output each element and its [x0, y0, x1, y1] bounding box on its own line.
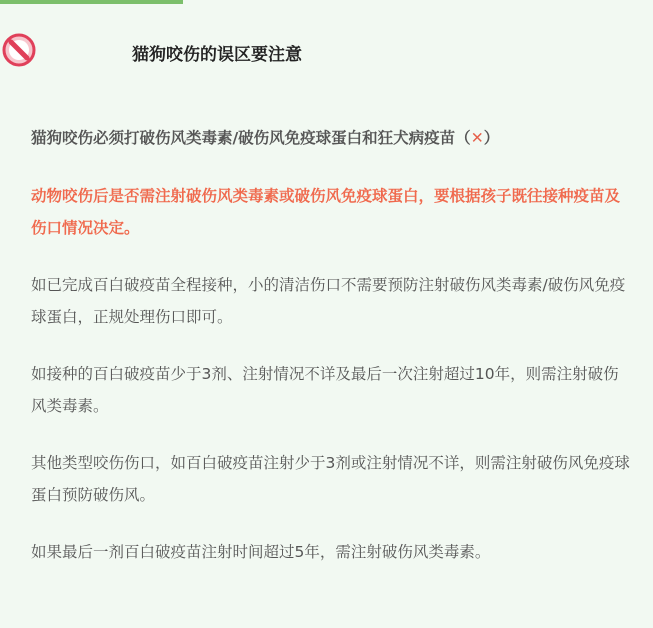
prohibition-icon — [2, 33, 36, 67]
paragraph-2: 如接种的百白破疫苗少于3剂、注射情况不详及最后一次注射超过10年，则需注射破伤风类毒素。 — [31, 365, 619, 415]
myth-text: 猫狗咬伤必须打破伤风类毒素/破伤风免疫球蛋白和狂犬病疫苗 — [31, 129, 456, 147]
paragraph-1: 如已完成百白破疫苗全程接种，小的清洁伤口不需要预防注射破伤风类毒素/破伤风免疫球蛋白，正规处理伤口即可。 — [31, 276, 626, 326]
top-accent-bar — [0, 0, 183, 4]
cross-icon: ✕ — [470, 129, 484, 147]
article-body — [31, 124, 631, 568]
section-header — [2, 33, 642, 69]
key-point: 动物咬伤后是否需注射破伤风类毒素或破伤风免疫球蛋白，要根据孩子既往接种疫苗及伤口情况决定。 — [31, 187, 621, 237]
paren-open: （ — [455, 129, 471, 147]
page-title: 猫狗咬伤的误区要注意 — [132, 45, 302, 65]
paragraph-3: 其他类型咬伤伤口，如百白破疫苗注射少于3剂或注射情况不详，则需注射破伤风免疫球蛋白预防破伤风。 — [31, 454, 630, 504]
paren-close: ） — [483, 129, 500, 147]
paragraph-4: 如果最后一剂百白破疫苗注射时间超过5年，需注射破伤风类毒素。 — [31, 543, 491, 561]
myth-statement — [31, 124, 631, 152]
